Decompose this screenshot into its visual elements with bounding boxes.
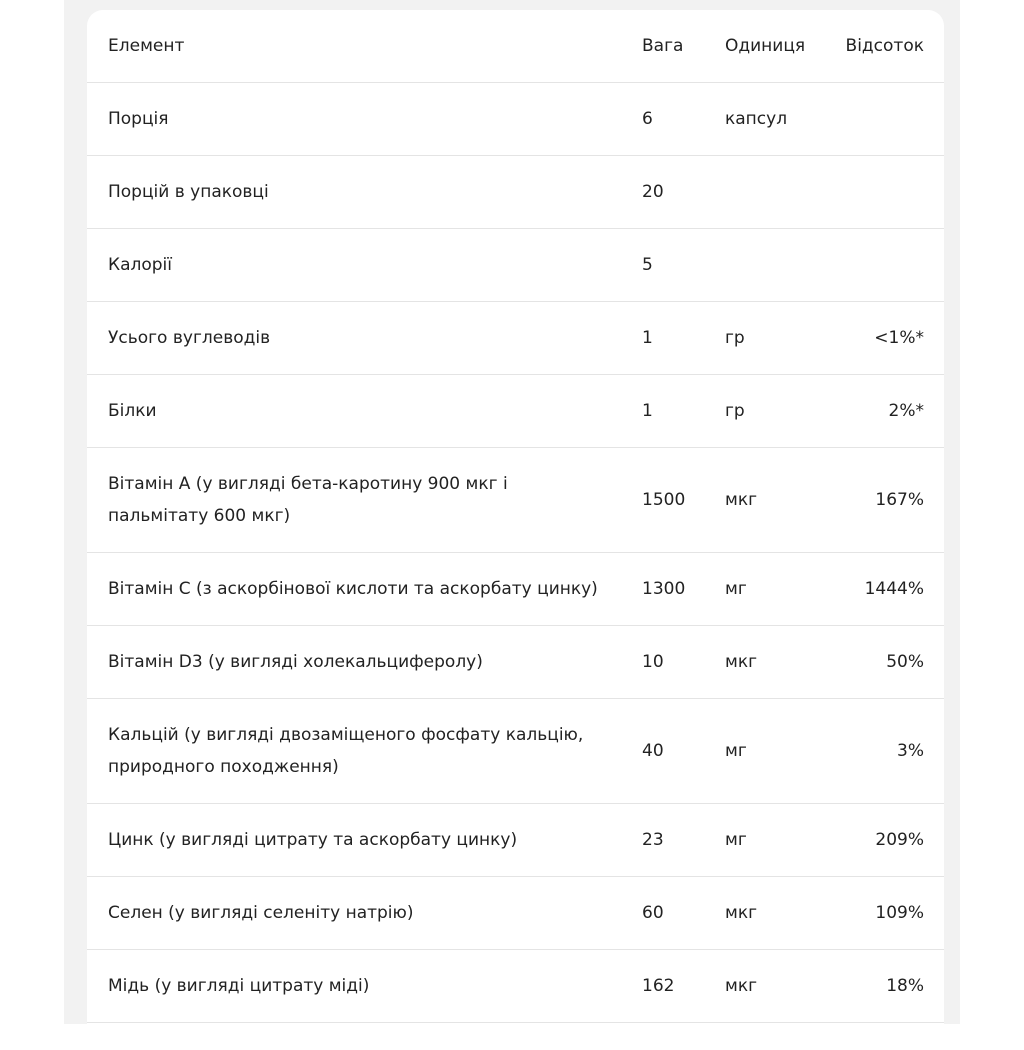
row-unit: мкг — [705, 877, 814, 950]
row-unit: мкг — [705, 950, 814, 1023]
row-weight: 5 — [622, 229, 705, 302]
row-weight: 60 — [622, 877, 705, 950]
row-weight: 6 — [622, 83, 705, 156]
row-percent: 109% — [814, 877, 944, 950]
table-row — [87, 626, 944, 699]
row-percent: 50% — [814, 626, 944, 699]
row-weight: 40 — [622, 699, 705, 804]
row-weight: 20 — [622, 156, 705, 229]
header-weight: Вага — [622, 10, 705, 83]
row-element: Селен (у вигляді селеніту натрію) — [87, 877, 622, 950]
row-unit — [705, 156, 814, 229]
table-row — [87, 448, 944, 553]
table-header-row — [87, 10, 944, 83]
table-row — [87, 229, 944, 302]
row-percent — [814, 156, 944, 229]
row-unit: мкг — [705, 448, 814, 553]
table-row — [87, 804, 944, 877]
row-element: Вітамін D3 (у вигляді холекальциферолу) — [87, 626, 622, 699]
row-unit: капсул — [705, 83, 814, 156]
table-row — [87, 699, 944, 804]
row-percent: <1%* — [814, 302, 944, 375]
row-weight: 10 — [622, 626, 705, 699]
table-row — [87, 375, 944, 448]
row-weight: 162 — [622, 950, 705, 1023]
nutrition-table — [87, 10, 944, 1023]
row-element: Вітамін С (з аскорбінової кислоти та аскорбату цинку) — [87, 553, 622, 626]
row-weight: 1 — [622, 375, 705, 448]
row-element: Кальцій (у вигляді двозаміщеного фосфату кальцію, природного походження) — [87, 699, 622, 804]
row-unit: мкг — [705, 626, 814, 699]
row-unit: гр — [705, 375, 814, 448]
row-unit: мг — [705, 699, 814, 804]
table-row — [87, 302, 944, 375]
row-weight: 1300 — [622, 553, 705, 626]
nutrition-table-card — [87, 10, 944, 1050]
row-element: Білки — [87, 375, 622, 448]
row-percent: 1444% — [814, 553, 944, 626]
row-element: Порцій в упаковці — [87, 156, 622, 229]
table-row — [87, 950, 944, 1023]
row-unit: мг — [705, 804, 814, 877]
row-weight: 1 — [622, 302, 705, 375]
row-percent: 2%* — [814, 375, 944, 448]
row-element: Усього вуглеводів — [87, 302, 622, 375]
row-element: Калорії — [87, 229, 622, 302]
row-element: Мідь (у вигляді цитрату міді) — [87, 950, 622, 1023]
table-row — [87, 83, 944, 156]
header-percent: Відсоток — [814, 10, 944, 83]
row-weight: 1500 — [622, 448, 705, 553]
row-weight: 23 — [622, 804, 705, 877]
row-element: Вітамін А (у вигляді бета-каротину 900 мкг і пальмітату 600 мкг) — [87, 448, 622, 553]
row-percent: 3% — [814, 699, 944, 804]
row-percent — [814, 83, 944, 156]
header-unit: Одиниця — [705, 10, 814, 83]
row-element: Цинк (у вигляді цитрату та аскорбату цинку) — [87, 804, 622, 877]
row-percent — [814, 229, 944, 302]
table-row — [87, 553, 944, 626]
row-percent: 209% — [814, 804, 944, 877]
row-unit: мг — [705, 553, 814, 626]
row-percent: 18% — [814, 950, 944, 1023]
row-percent: 167% — [814, 448, 944, 553]
header-element: Елемент — [87, 10, 622, 83]
row-unit: гр — [705, 302, 814, 375]
table-row — [87, 877, 944, 950]
table-row — [87, 156, 944, 229]
row-unit — [705, 229, 814, 302]
row-element: Порція — [87, 83, 622, 156]
